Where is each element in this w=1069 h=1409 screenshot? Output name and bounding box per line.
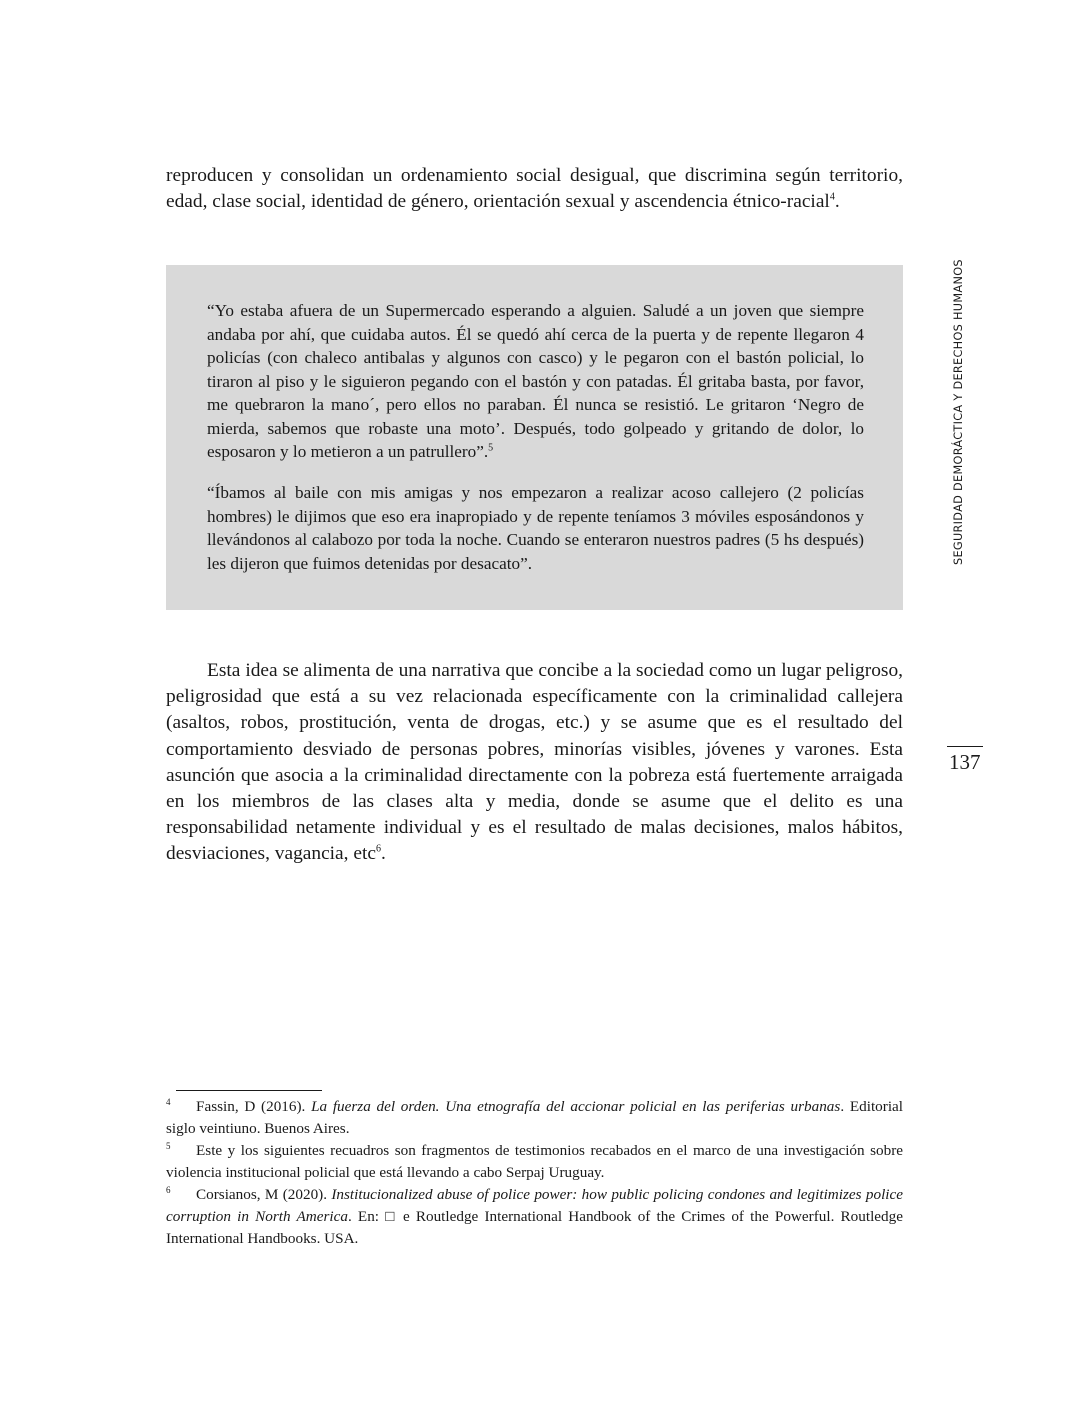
footnote-separator (176, 1090, 322, 1091)
testimony-box (166, 265, 903, 610)
footnote-5: 5 Este y los siguientes recuadros son fragmentos de testimonios recabados en el marco de una investigación sobre violencia institucional policial que está llevando a cabo Serpaj Uruguay. (166, 1140, 903, 1181)
footnote-ref-4[interactable]: 4 (829, 191, 835, 203)
intro-text: reproducen y consolidan un ordenamiento social desigual, que discrimina según territorio, edad, clase social, identidad de género, orientación sexual y ascendencia étnico-racial (166, 165, 903, 213)
quote-text: “Yo estaba afuera de un Supermercado esperando a alguien. Saludé a un joven que siempre andaba por ahí, que cuidaba autos. Él se quedó ahí cerca de la puerta y de repente llegaron 4 policías (con chaleco antibalas y algunos con casco) y le pegaron con el bastón policial, lo tiraron al piso y le siguieron pegando con el bastón y con patadas. Él gritaba basta, por favor, me quebraron la mano´, pero ellos no paraban. Él nunca se resistió. Le gritaron ‘Negro de mierda, sabemos que robaste una moto’. Después, todo golpeado y gritando de dolor, lo esposaron y lo metieron a un patrullero”. (207, 301, 864, 461)
intro-paragraph (166, 163, 903, 215)
testimony-quote (207, 481, 864, 575)
footnotes (166, 1096, 903, 1250)
footnote-text: Fassin, D (2016). (196, 1098, 312, 1115)
footnote-title: La fuerza del orden. Una etnografía del accionar policial en las periferias urbanas (311, 1098, 841, 1115)
footnote-ref-5[interactable]: 5 (488, 442, 494, 454)
page-number: 137 (949, 750, 981, 774)
testimony-quote (207, 299, 864, 464)
footnote-title: Institucionalized abuse of police power: how public policing condones and legitimizes police corruption in North America (166, 1186, 903, 1225)
footnote-text: Este y los siguientes recuadros son fragmentos de testimonios recabados en el marco de una investigación sobre violencia institucional policial que está llevando a cabo Serpaj Uruguay. (166, 1142, 903, 1181)
main-text: Esta idea se alimenta de una narrativa que concibe a la sociedad como un lugar peligroso, peligrosidad que está a su vez relacionada específicamente con la criminalidad callejera (asaltos, robos, prostitución, venta de drogas, etc.) y se asume que es el resultado del comportamiento desviado de personas pobres, minorías visibles, jóvenes y varones. Esta asunción que asocia a la criminalidad directamente con la pobreza está fuertemente arraigada en los miembros de las clases alta y media, donde se asume que el delito es una responsabilidad netamente individual y es el resultado de malas decisiones, malos hábitos, desviaciones, vagancia, etc (166, 660, 903, 865)
footnote-ref-6[interactable]: 6 (375, 843, 381, 855)
page-number-rule (947, 746, 983, 747)
footnote-text: Corsianos, M (2020). (196, 1186, 332, 1203)
footnote-text: . Editorial siglo veintiuno. Buenos Aires. (166, 1098, 903, 1137)
footnote-4: 4 Fassin, D (2016). La fuerza del orden. Una etnografía del accionar policial en las periferias urbanas. Editorial siglo veintiuno. Buenos Aires. (166, 1096, 903, 1137)
footnote-6: 6 Corsianos, M (2020). Institucionalized abuse of police power: how public policing condones and legitimizes police corruption in North America. En: □ e Routledge International Handbook of the Crimes of the Powerful. Routledge International Handbooks. USA. (166, 1184, 903, 1247)
quote-text: “Íbamos al baile con mis amigas y nos empezaron a realizar acoso callejero (2 policías hombres) le dijimos que eso era inapropiado y de repente teníamos 3 móviles esposándonos y llevándonos al calabozo por toda la noche. Cuando se enteraron nuestros padres (5 hs después) les dijeron que fuimos detenidas por desacato”. (207, 483, 864, 573)
running-head: SEGURIDAD DEMORÁCTICA Y DERECHOS HUMANOS (952, 259, 965, 565)
footnote-text: . En: □ e Routledge International Handbook of the Crimes of the Powerful. Routledge International Handbooks. USA. (166, 1208, 903, 1247)
intro-end: . (834, 191, 840, 213)
main-end: . (380, 843, 386, 865)
main-paragraph (166, 658, 903, 868)
